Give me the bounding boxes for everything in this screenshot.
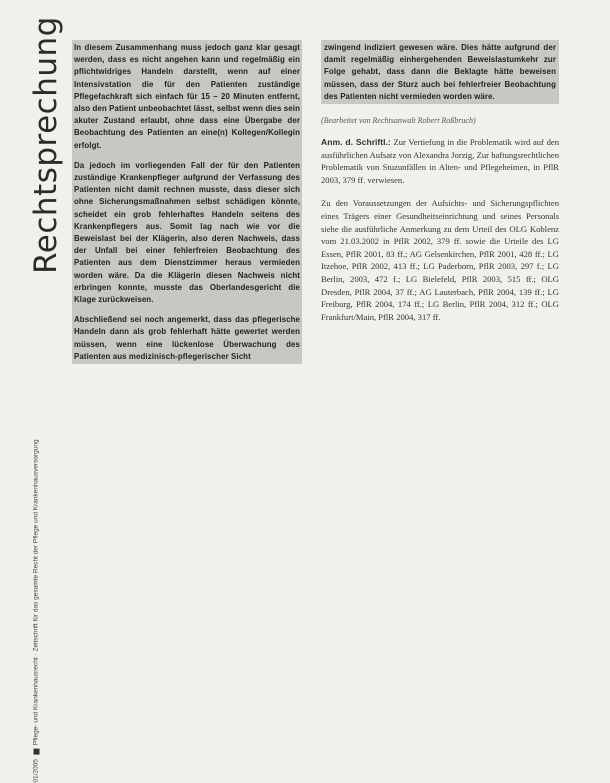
side-footer [28, 439, 44, 783]
journal-name: Pflege- und Krankenhausrecht · Zeitschrift für das gesamte Recht der Pflege und Krankenhausversorgung [32, 439, 40, 746]
author-note-2: Zu den Voraussetzungen der Aufsichts- und Sicherungspflichten eines Trägers einer Gesundheitseinrichtung und seines Personals siehe die ausführliche Anmerkung zu dem Urteil des OLG Koblenz vom 21.03.2002 in PflR 2002, 379 ff. sowie die Urteile des LG Essen, PflR 2001, 83 ff.; AG Gelsenkirchen, PflR 2001, 428 ff.; LG Itzehoe, PflR 2002, 413 ff.; LG Paderborn, PflR 2003, 297 f.; LG Berlin, 2003, 472 f.; LG Bielefeld, PflR 2003, 515 ff.; OLG Dresden, PflR 2004, 37 ff.; AG Lauterbach, PflR 2004, 139 ff.; LG Freiburg, PflR 2004, 174 ff.; LG Berlin, PflR 2004, 312 ff.; OLG Frankfurt/Main, PflR 2004, 317 ff. [321, 198, 559, 322]
right-column [321, 40, 559, 323]
left-paragraph-1: In diesem Zusammenhang muss jedoch ganz klar gesagt werden, dass es nicht angehen kann und regelmäßig ein pflichtwidriges Handeln darstellt, wenn auf einer Intensivstation die für den Patienten zuständige Pflegefachkraft sich einfach für 15 – 20 Minuten entfernt, also den Patient unbeobachtet lässt, selbst wenn dies sein akuter Zustand erlaubt, ohne dass eine Übergabe der Beobachtung des Patienten an eine(n) Kollegen/Kollegin erfolgt. [74, 43, 300, 150]
square-bullet-icon [33, 749, 39, 755]
side-footer-inner [33, 439, 40, 782]
note-label: Anm. d. Schriftl.: [321, 137, 391, 148]
note-1-text: Zur Vertiefung in die Problematik wird auf den ausführlichen Aufsatz von Alexandra Jorzig, Zur haftungsrechtlichen Problematik von Stuzunfällen in Alten- und Pflegeheimen, in PflR 2003, 379 ff. verwiesen. [321, 137, 559, 185]
section-title: Rechtsprechung [28, 16, 64, 274]
left-shaded-block [72, 40, 302, 364]
left-column [72, 40, 302, 364]
left-paragraph-3: Abschließend sei noch angemerkt, dass das pflegerische Handeln dann als grob fehlerhaft hätte gewertet werden müssen, wenn eine lückenlose Überwachung des Patienten aus medizinisch-pflegerischer Sicht [74, 315, 300, 361]
author-attribution: (Bearbeitet von Rechtsanwalt Robert Roßbruch) [321, 116, 476, 126]
author-note-1 [321, 136, 559, 186]
section-title-vertical [24, 16, 68, 274]
right-paragraph-1: zwingend indiziert gewesen wäre. Dies hätte aufgrund der damit regelmäßig einhergehenden Beweislastumkehr zur Folge gehabt, dass dann die Beklagte hätte beweisen müssen, dass der Sturz auch bei fehlerfreier Beobachtung des Patienten nicht vermieden worden wäre. [324, 43, 556, 101]
left-paragraph-2: Da jedoch im vorliegenden Fall der für den Patienten zuständige Krankenpfleger aufgrund der Verfassung des Patienten nicht damit rechnen musste, dass dieser sich ohne Sicherungsmaßnahmen selbst schädigen könnte, scheidet ein grob fehlerhaftes Handeln seitens des Krankenpflegers aus. Somit lag nach wie vor die Beweislast bei der Klägerin, also deren Nachweis, dass der Unfall bei einer fehlerfreien Beobachtung des Patienten aus dem Dienstzimmer heraus vermieden worden wäre. Da die Klägerin diesen Nachweis nicht erbringen konnte, musste das Oberlandesgericht die Klage zurückweisen. [74, 160, 300, 305]
right-shaded-block [321, 40, 559, 104]
issue-number: 01/2005 [32, 759, 40, 783]
